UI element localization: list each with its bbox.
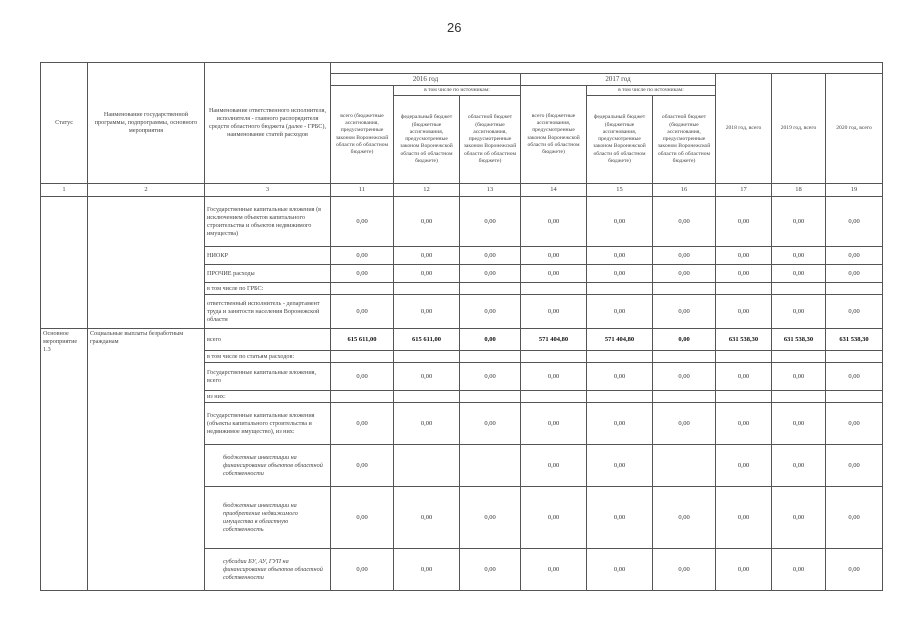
row-label: всего — [205, 329, 331, 351]
value-cell: 0,00 — [653, 295, 716, 329]
value-cell: 0,00 — [826, 247, 883, 265]
value-cell: 0,00 — [587, 549, 653, 591]
value-cell: 0,00 — [587, 445, 653, 487]
value-cell — [826, 351, 883, 363]
header-fed-2017: федеральный бюджет (бюджетные ассигнования, предусмотренные законом Воронежской области об областном бюджете) — [587, 96, 653, 184]
value-cell: 0,00 — [587, 247, 653, 265]
value-cell — [587, 391, 653, 403]
value-cell: 0,00 — [394, 295, 460, 329]
page-number: 26 — [447, 20, 462, 35]
value-cell: 0,00 — [826, 487, 883, 549]
col-num: 13 — [460, 184, 521, 197]
value-cell: 0,00 — [716, 197, 772, 247]
value-cell — [653, 283, 716, 295]
row-label: бюджетные инвестиции на приобретение недвижимого имущества в областную собственность — [205, 487, 331, 549]
value-cell: 0,00 — [394, 247, 460, 265]
value-cell — [716, 351, 772, 363]
value-cell: 0,00 — [772, 487, 826, 549]
header-reg-2016: областной бюджет (бюджетные ассигнования, предусмотренные законом Воронежской области об областном бюджете) — [460, 96, 521, 184]
status-cell: Основное мероприятие 1.3 — [41, 329, 88, 591]
value-cell: 0,00 — [460, 265, 521, 283]
value-cell: 0,00 — [716, 247, 772, 265]
value-cell — [716, 391, 772, 403]
value-cell: 0,00 — [394, 197, 460, 247]
header-2018: 2018 год, всего — [716, 74, 772, 184]
value-cell — [331, 391, 394, 403]
value-cell: 0,00 — [587, 265, 653, 283]
value-cell — [587, 283, 653, 295]
program-cell-blank — [88, 197, 205, 329]
value-cell: 0,00 — [521, 197, 587, 247]
value-cell: 0,00 — [521, 403, 587, 445]
value-cell: 0,00 — [716, 487, 772, 549]
value-cell — [331, 283, 394, 295]
value-cell: 0,00 — [716, 549, 772, 591]
value-cell — [772, 283, 826, 295]
value-cell: 0,00 — [716, 445, 772, 487]
header-status: Статус — [41, 63, 88, 184]
value-cell: 0,00 — [521, 247, 587, 265]
header-incl-sources-2016: в том числе по источникам: — [394, 86, 521, 96]
value-cell: 0,00 — [653, 265, 716, 283]
value-cell: 0,00 — [460, 487, 521, 549]
col-num: 12 — [394, 184, 460, 197]
value-cell — [394, 351, 460, 363]
value-cell: 0,00 — [587, 487, 653, 549]
value-cell — [460, 391, 521, 403]
row-label: НИОКР — [205, 247, 331, 265]
col-num: 18 — [772, 184, 826, 197]
header-incl-sources-2017: в том числе по источникам: — [587, 86, 716, 96]
row-label: в том числе по статьям расходов: — [205, 351, 331, 363]
value-cell: 0,00 — [587, 363, 653, 391]
value-cell: 571 404,80 — [587, 329, 653, 351]
col-num: 17 — [716, 184, 772, 197]
row-label: субсидии БУ, АУ, ГУП на финансирование объектов областной собственности — [205, 549, 331, 591]
value-cell — [716, 283, 772, 295]
value-cell: 0,00 — [331, 247, 394, 265]
value-cell: 0,00 — [716, 403, 772, 445]
header-year-2016: 2016 год — [331, 74, 521, 86]
value-cell: 0,00 — [521, 487, 587, 549]
value-cell: 0,00 — [394, 403, 460, 445]
value-cell — [394, 445, 460, 487]
value-cell: 0,00 — [331, 549, 394, 591]
table-body — [41, 197, 883, 591]
value-cell — [653, 351, 716, 363]
value-cell: 0,00 — [331, 197, 394, 247]
value-cell: 0,00 — [653, 487, 716, 549]
value-cell: 0,00 — [394, 549, 460, 591]
header-2019: 2019 год, всего — [772, 74, 826, 184]
table-header — [41, 63, 883, 197]
value-cell: 0,00 — [653, 329, 716, 351]
value-cell: 0,00 — [460, 295, 521, 329]
row-label: Государственные капитальные вложения (объекты капитального строительства и недвижимое имущество), из них: — [205, 403, 331, 445]
value-cell: 0,00 — [460, 549, 521, 591]
value-cell — [772, 391, 826, 403]
value-cell: 0,00 — [826, 295, 883, 329]
value-cell: 0,00 — [772, 363, 826, 391]
value-cell: 0,00 — [772, 295, 826, 329]
col-num: 3 — [205, 184, 331, 197]
header-total-2016: всего (бюджетные ассигнования, предусмотренные законом Воронежской области об областном бюджете) — [331, 86, 394, 184]
row-label: Государственные капитальные вложения (в исключением объектов капитального строительства и объектов недвижимого имущества) — [205, 197, 331, 247]
header-2020: 2020 год, всего — [826, 74, 883, 184]
table-row — [41, 197, 883, 247]
value-cell: 615 611,00 — [331, 329, 394, 351]
col-num: 2 — [88, 184, 205, 197]
value-cell — [587, 351, 653, 363]
value-cell: 0,00 — [521, 363, 587, 391]
col-num: 11 — [331, 184, 394, 197]
value-cell: 0,00 — [521, 549, 587, 591]
value-cell: 0,00 — [587, 295, 653, 329]
column-number-row — [41, 184, 883, 197]
value-cell: 0,00 — [826, 403, 883, 445]
value-cell: 0,00 — [587, 197, 653, 247]
value-cell: 0,00 — [521, 295, 587, 329]
value-cell: 0,00 — [772, 403, 826, 445]
value-cell: 631 538,30 — [772, 329, 826, 351]
value-cell: 0,00 — [772, 549, 826, 591]
value-cell: 0,00 — [653, 403, 716, 445]
value-cell: 631 538,30 — [716, 329, 772, 351]
value-cell — [460, 283, 521, 295]
value-cell: 0,00 — [331, 265, 394, 283]
value-cell: 0,00 — [772, 247, 826, 265]
col-num: 19 — [826, 184, 883, 197]
header-program-name: Наименование государственной программы, подпрограммы, основного мероприятия — [88, 63, 205, 184]
col-num: 15 — [587, 184, 653, 197]
value-cell — [394, 283, 460, 295]
program-cell: Социальные выплаты безработным гражданам — [88, 329, 205, 591]
value-cell: 0,00 — [826, 363, 883, 391]
value-cell: 0,00 — [331, 487, 394, 549]
value-cell: 0,00 — [460, 329, 521, 351]
value-cell: 0,00 — [460, 247, 521, 265]
value-cell: 571 404,80 — [521, 329, 587, 351]
value-cell — [826, 391, 883, 403]
value-cell — [460, 351, 521, 363]
value-cell: 0,00 — [716, 295, 772, 329]
value-cell — [521, 351, 587, 363]
value-cell: 0,00 — [394, 265, 460, 283]
row-label: бюджетные инвестиции на финансирование объектов областной собственности — [205, 445, 331, 487]
value-cell: 0,00 — [653, 247, 716, 265]
value-cell: 0,00 — [587, 403, 653, 445]
row-label: Государственные капитальные вложения, всего — [205, 363, 331, 391]
col-num: 1 — [41, 184, 88, 197]
row-label: из них: — [205, 391, 331, 403]
value-cell — [653, 391, 716, 403]
value-cell: 0,00 — [653, 363, 716, 391]
value-cell: 0,00 — [460, 403, 521, 445]
value-cell: 0,00 — [653, 197, 716, 247]
value-cell: 0,00 — [331, 295, 394, 329]
value-cell — [653, 445, 716, 487]
value-cell: 0,00 — [716, 363, 772, 391]
value-cell: 0,00 — [826, 265, 883, 283]
value-cell — [394, 391, 460, 403]
header-total-2017: всего (бюджетные ассигнования, предусмотренные законом Воронежской области об областном бюджете) — [521, 86, 587, 184]
value-cell: 0,00 — [331, 445, 394, 487]
value-cell: 631 538,30 — [826, 329, 883, 351]
value-cell: 0,00 — [460, 197, 521, 247]
value-cell: 615 611,00 — [394, 329, 460, 351]
value-cell: 0,00 — [521, 265, 587, 283]
value-cell: 0,00 — [331, 403, 394, 445]
value-cell: 0,00 — [653, 549, 716, 591]
col-num: 14 — [521, 184, 587, 197]
table-row — [41, 329, 883, 351]
value-cell: 0,00 — [521, 445, 587, 487]
header-fed-2016: федеральный бюджет (бюджетные ассигнования, предусмотренные законом Воронежской области об областном бюджете) — [394, 96, 460, 184]
value-cell — [460, 445, 521, 487]
value-cell: 0,00 — [716, 265, 772, 283]
row-label: ПРОЧИЕ расходы — [205, 265, 331, 283]
header-reg-2017: областной бюджет (бюджетные ассигнования, предусмотренные законом Воронежской области об областном бюджете) — [653, 96, 716, 184]
value-cell: 0,00 — [826, 549, 883, 591]
value-cell: 0,00 — [331, 363, 394, 391]
value-cell: 0,00 — [826, 197, 883, 247]
value-cell: 0,00 — [394, 487, 460, 549]
status-cell-blank — [41, 197, 88, 329]
value-cell: 0,00 — [772, 445, 826, 487]
header-year-2017: 2017 год — [521, 74, 716, 86]
col-num: 16 — [653, 184, 716, 197]
value-cell: 0,00 — [394, 363, 460, 391]
value-cell — [826, 283, 883, 295]
row-label: ответственный исполнитель - департамент труда и занятости населения Воронежской области — [205, 295, 331, 329]
value-cell — [521, 283, 587, 295]
value-cell: 0,00 — [460, 363, 521, 391]
value-cell — [772, 351, 826, 363]
budget-table — [40, 62, 883, 591]
value-cell — [521, 391, 587, 403]
value-cell — [331, 351, 394, 363]
header-empty-top — [331, 63, 883, 74]
header-responsible: Наименование ответственного исполнителя, исполнителя - главного распорядителя средств областного бюджета (далее - ГРБС), наименование статей расходов — [205, 63, 331, 184]
row-label: в том числе по ГРБС: — [205, 283, 331, 295]
value-cell: 0,00 — [772, 265, 826, 283]
value-cell: 0,00 — [772, 197, 826, 247]
value-cell: 0,00 — [826, 445, 883, 487]
